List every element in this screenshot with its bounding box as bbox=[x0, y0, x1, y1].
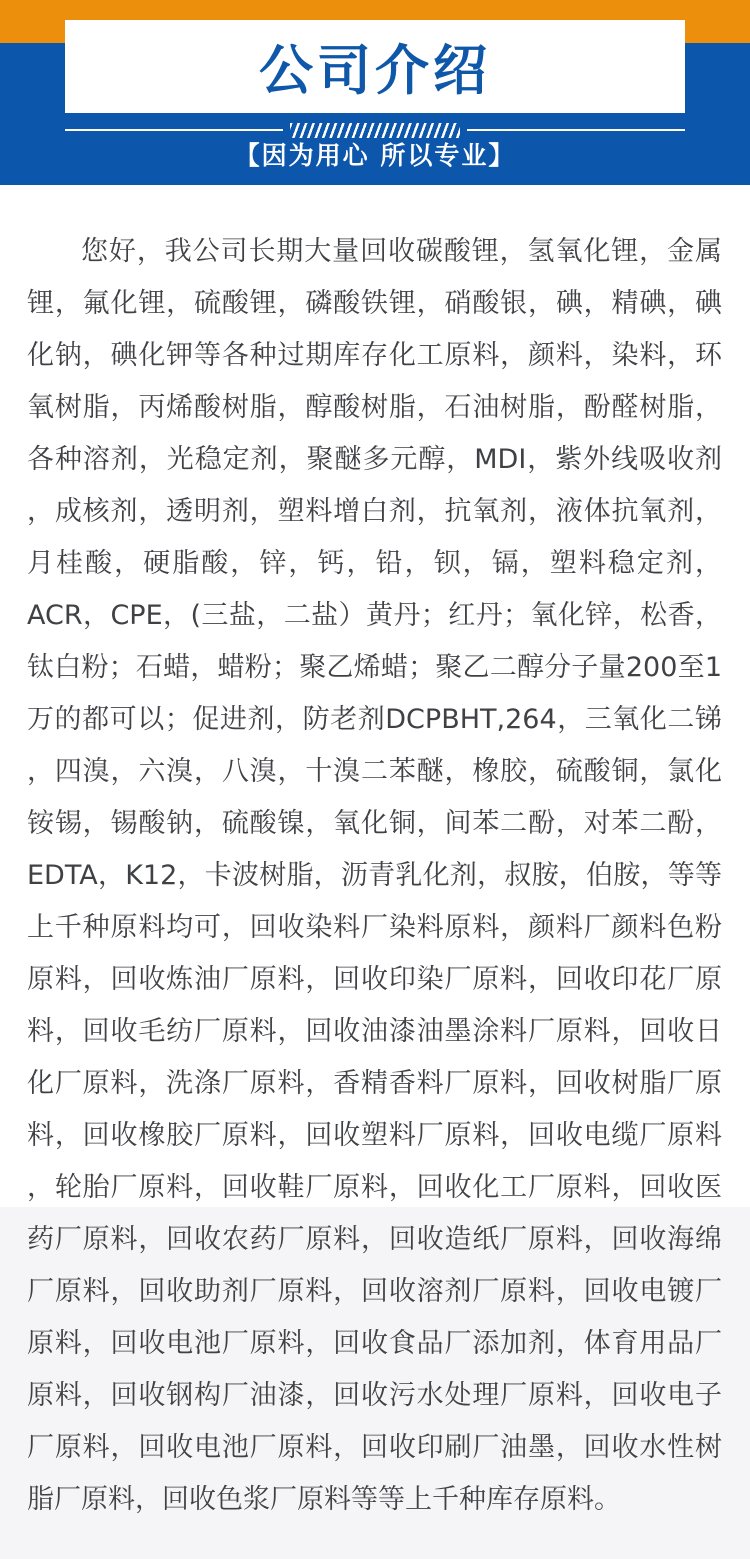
paragraph-line: 化厂原料，洗涤厂原料，香精香料厂原料，回收树脂厂原 bbox=[27, 1068, 722, 1099]
paragraph-line: 化钠，碘化钾等各种过期库存化工原料，颜料，染料，环 bbox=[27, 340, 722, 371]
slogan: 【因为用心 所以专业】 bbox=[234, 141, 516, 170]
paragraph-line: 万的都可以；促进剂，防老剂DCPBHT,264，三氧化二锑 bbox=[27, 704, 722, 735]
paragraph-line: 上千种原料均可，回收染料厂染料原料，颜料厂颜料色粉 bbox=[27, 912, 722, 943]
paragraph-line: 原料，回收电池厂原料，回收食品厂添加剂，体育用品厂 bbox=[27, 1328, 722, 1359]
paragraph-line: 厂原料，回收助剂厂原料，回收溶剂厂原料，回收电镀厂 bbox=[27, 1276, 722, 1307]
paragraph-line: ，轮胎厂原料，回收鞋厂原料，回收化工厂原料，回收医 bbox=[27, 1172, 722, 1203]
divider-line-right bbox=[467, 129, 685, 131]
paragraph-line: 厂原料，回收电池厂原料，回收印刷厂油墨，回收水性树 bbox=[27, 1432, 722, 1463]
company-intro-paragraph bbox=[27, 226, 722, 1526]
paragraph-line: 脂厂原料，回收色浆厂原料等等上千种库存原料。 bbox=[27, 1484, 621, 1515]
paragraph-line: 原料，回收钢构厂油漆，回收污水处理厂原料，回收电子 bbox=[27, 1380, 722, 1411]
page-title: 公司介绍 bbox=[259, 38, 491, 102]
divider-line-left bbox=[65, 129, 283, 131]
hatch-marks-decoration bbox=[290, 123, 460, 138]
paragraph-line: 料，回收橡胶厂原料，回收塑料厂原料，回收电缆厂原料 bbox=[27, 1120, 722, 1151]
paragraph-line: 氧树脂，丙烯酸树脂，醇酸树脂，石油树脂，酚醛树脂， bbox=[27, 392, 722, 423]
paragraph-line: 铵锡，锡酸钠，硫酸镍，氧化铜，间苯二酚，对苯二酚， bbox=[27, 808, 722, 839]
paragraph-line: 药厂原料，回收农药厂原料，回收造纸厂原料，回收海绵 bbox=[27, 1224, 722, 1255]
paragraph-line: ACR，CPE，(三盐，二盐）黄丹；红丹；氧化锌，松香， bbox=[27, 600, 722, 631]
paragraph-line: 原料，回收炼油厂原料，回收印染厂原料，回收印花厂原 bbox=[27, 964, 722, 995]
paragraph-line: ，成核剂，透明剂，塑料增白剂，抗氧剂，液体抗氧剂， bbox=[27, 496, 722, 527]
paragraph-line: 您好，我公司长期大量回收碳酸锂，氢氧化锂，金属 bbox=[81, 236, 722, 267]
paragraph-line: 月桂酸，硬脂酸，锌，钙，铅，钡，镉，塑料稳定剂， bbox=[27, 548, 722, 579]
paragraph-line: 钛白粉；石蜡，蜡粉；聚乙烯蜡；聚乙二醇分子量200至1 bbox=[27, 652, 722, 683]
paragraph-line: 料，回收毛纺厂原料，回收油漆油墨涂料厂原料，回收日 bbox=[27, 1016, 722, 1047]
divider bbox=[65, 122, 685, 138]
paragraph-line: 各种溶剂，光稳定剂，聚醚多元醇，MDI，紫外线吸收剂 bbox=[27, 444, 722, 475]
title-box bbox=[65, 20, 685, 113]
paragraph-line: ，四溴，六溴，八溴，十溴二苯醚，橡胶，硫酸铜，氯化 bbox=[27, 756, 722, 787]
paragraph-line: EDTA，K12，卡波树脂，沥青乳化剂，叔胺，伯胺，等等 bbox=[27, 860, 722, 891]
paragraph-line: 锂，氟化锂，硫酸锂，磷酸铁锂，硝酸银，碘，精碘，碘 bbox=[27, 288, 722, 319]
